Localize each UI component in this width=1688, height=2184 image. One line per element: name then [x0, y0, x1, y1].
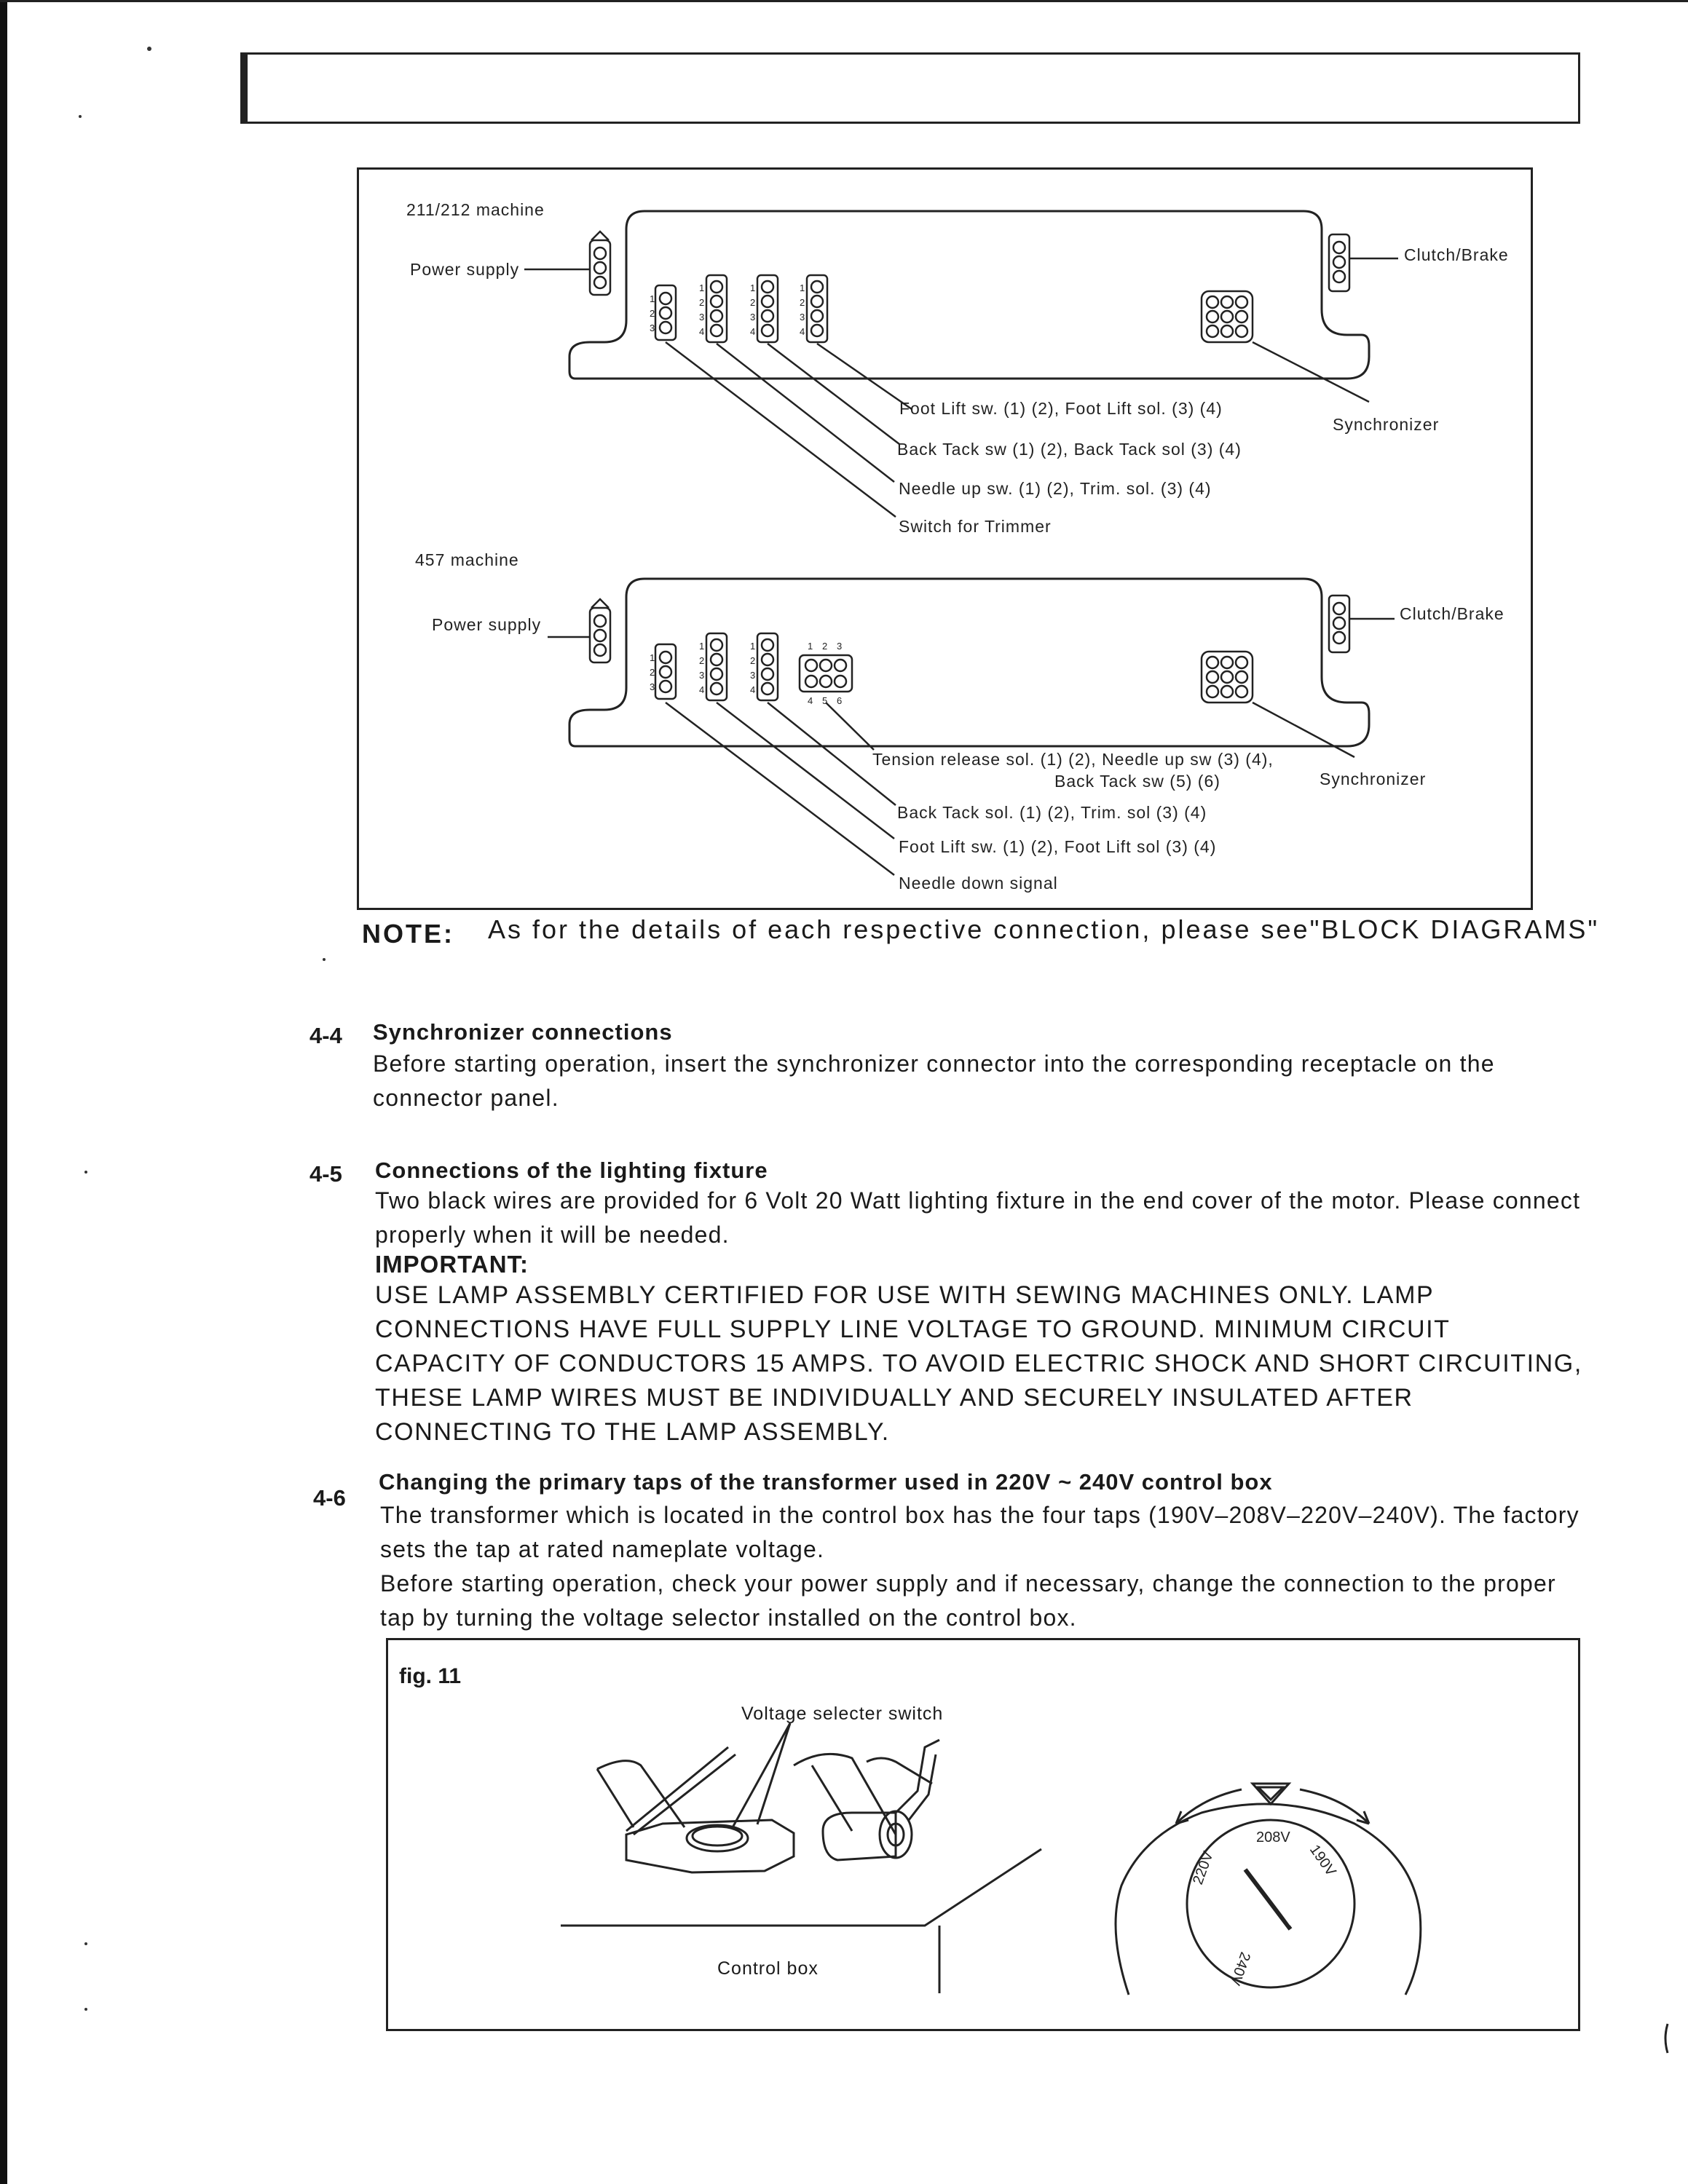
svg-text:3: 3 [699, 670, 705, 681]
important-label: IMPORTANT: [375, 1251, 529, 1278]
diagram-211-synchronizer-label: Synchronizer [1333, 415, 1440, 434]
diagram-457-callout-foot-lift: Foot Lift sw. (1) (2), Foot Lift sol (3) (4) [899, 837, 1217, 856]
svg-text:2: 2 [699, 297, 705, 308]
diagram-457-callout-tension-release: Tension release sol. (1) (2), Needle up sw (3) (4), [872, 750, 1274, 769]
section-4-5-title: Connections of the lighting fixture [375, 1158, 768, 1183]
note-label: NOTE: [362, 919, 454, 949]
svg-text:1: 1 [800, 282, 805, 293]
svg-text:2: 2 [800, 297, 805, 308]
diagram-457-callout-back-tack-sol: Back Tack sol. (1) (2), Trim. sol (3) (4) [897, 803, 1207, 822]
svg-text:2: 2 [650, 667, 655, 678]
svg-text:220V: 220V [1190, 1849, 1217, 1887]
diagram-211-callout-trimmer-switch: Switch for Trimmer [899, 517, 1052, 536]
svg-text:3: 3 [837, 641, 843, 652]
section-4-5-body: Two black wires are provided for 6 Volt 20 Watt lighting fixture in the end cover of the motor. Please connect properly when it will be needed. [375, 1187, 1581, 1248]
svg-text:1: 1 [750, 282, 756, 293]
svg-text:240V: 240V [1226, 1950, 1253, 1987]
svg-text:4: 4 [808, 695, 813, 706]
svg-text:4: 4 [800, 326, 805, 337]
svg-text:190V: 190V [1306, 1842, 1339, 1880]
svg-text:5: 5 [822, 695, 828, 706]
diagram-457-callout-needle-down: Needle down signal [899, 874, 1058, 893]
svg-text:1: 1 [650, 652, 655, 663]
svg-text:1: 1 [808, 641, 813, 652]
voltage-selector-switch-label: Voltage selecter switch [741, 1704, 944, 1724]
svg-text:4: 4 [750, 684, 756, 695]
diagram-457-callout-back-tack-sw: Back Tack sw (5) (6) [1054, 772, 1220, 791]
svg-text:2: 2 [699, 655, 705, 666]
svg-text:3: 3 [699, 312, 705, 323]
section-4-6-number: 4-6 [313, 1485, 346, 1511]
figure-11-label: fig. 11 [399, 1664, 462, 1688]
note-text: As for the details of each respective connection, please see"BLOCK DIAGRAMS" [488, 914, 1600, 944]
svg-text:1: 1 [699, 641, 705, 652]
diagram-457-title: 457 machine [415, 550, 519, 569]
section-4-6-body-1: The transformer which is located in the control box has the four taps (190V–208V–220V–240V). The factory sets the tap at rated nameplate voltage. [380, 1502, 1579, 1562]
svg-text:3: 3 [650, 681, 655, 692]
diagram-457-power-supply-label: Power supply [432, 615, 542, 634]
svg-text:3: 3 [750, 670, 756, 681]
diagram-457-synchronizer-label: Synchronizer [1320, 769, 1427, 788]
svg-text:2: 2 [822, 641, 828, 652]
important-warning-text: USE LAMP ASSEMBLY CERTIFIED FOR USE WITH SEWING MACHINES ONLY. LAMP CONNECTIONS HAVE FULL SUPPLY LINE VOLTAGE TO GROUND. MINIMUM CIRCUIT CAPACITY OF CONDUCTORS 15 AMPS. TO AVOID ELECTRIC SHOCK AND SHORT CIRCUITING, THESE LAMP WIRES MUST BE INDIVIDUALLY AND SECURELY INSULATED AFTER CONNECTING TO THE LAMP ASSEMBLY. [375, 1281, 1582, 1446]
svg-text:2: 2 [650, 308, 655, 319]
svg-text:208V: 208V [1256, 1829, 1290, 1845]
section-4-4-number: 4-4 [309, 1023, 342, 1048]
section-4-5-number: 4-5 [309, 1161, 342, 1187]
diagram-211-callout-foot-lift: Foot Lift sw. (1) (2), Foot Lift sol. (3) (4) [899, 399, 1223, 418]
diagram-211-clutch-brake-label: Clutch/Brake [1404, 245, 1509, 264]
svg-text:2: 2 [750, 297, 756, 308]
section-4-6-body-2: Before starting operation, check your power supply and if necessary, change the connection to the proper tap by turning the voltage selector installed on the control box. [380, 1570, 1556, 1631]
svg-text:4: 4 [699, 326, 705, 337]
diagram-211-title: 211/212 machine [406, 200, 545, 219]
svg-text:4: 4 [750, 326, 756, 337]
section-4-4-body: Before starting operation, insert the synchronizer connector into the corresponding receptacle on the connector panel. [373, 1051, 1495, 1111]
svg-text:3: 3 [750, 312, 756, 323]
section-4-6-title: Changing the primary taps of the transformer used in 220V ~ 240V control box [379, 1469, 1273, 1495]
svg-text:1: 1 [650, 293, 655, 304]
diagram-211-callout-back-tack: Back Tack sw (1) (2), Back Tack sol (3) (4) [897, 440, 1242, 459]
svg-text:1: 1 [699, 282, 705, 293]
svg-text:3: 3 [650, 323, 655, 333]
svg-text:3: 3 [800, 312, 805, 323]
svg-text:4: 4 [699, 684, 705, 695]
svg-text:6: 6 [837, 695, 843, 706]
control-box-label: Control box [717, 1958, 819, 1979]
diagram-211-callout-needle-up: Needle up sw. (1) (2), Trim. sol. (3) (4) [899, 479, 1212, 498]
section-4-4-title: Synchronizer connections [373, 1019, 673, 1045]
svg-text:2: 2 [750, 655, 756, 666]
diagram-457-clutch-brake-label: Clutch/Brake [1400, 604, 1504, 623]
svg-text:1: 1 [750, 641, 756, 652]
diagram-211-power-supply-label: Power supply [410, 260, 520, 279]
